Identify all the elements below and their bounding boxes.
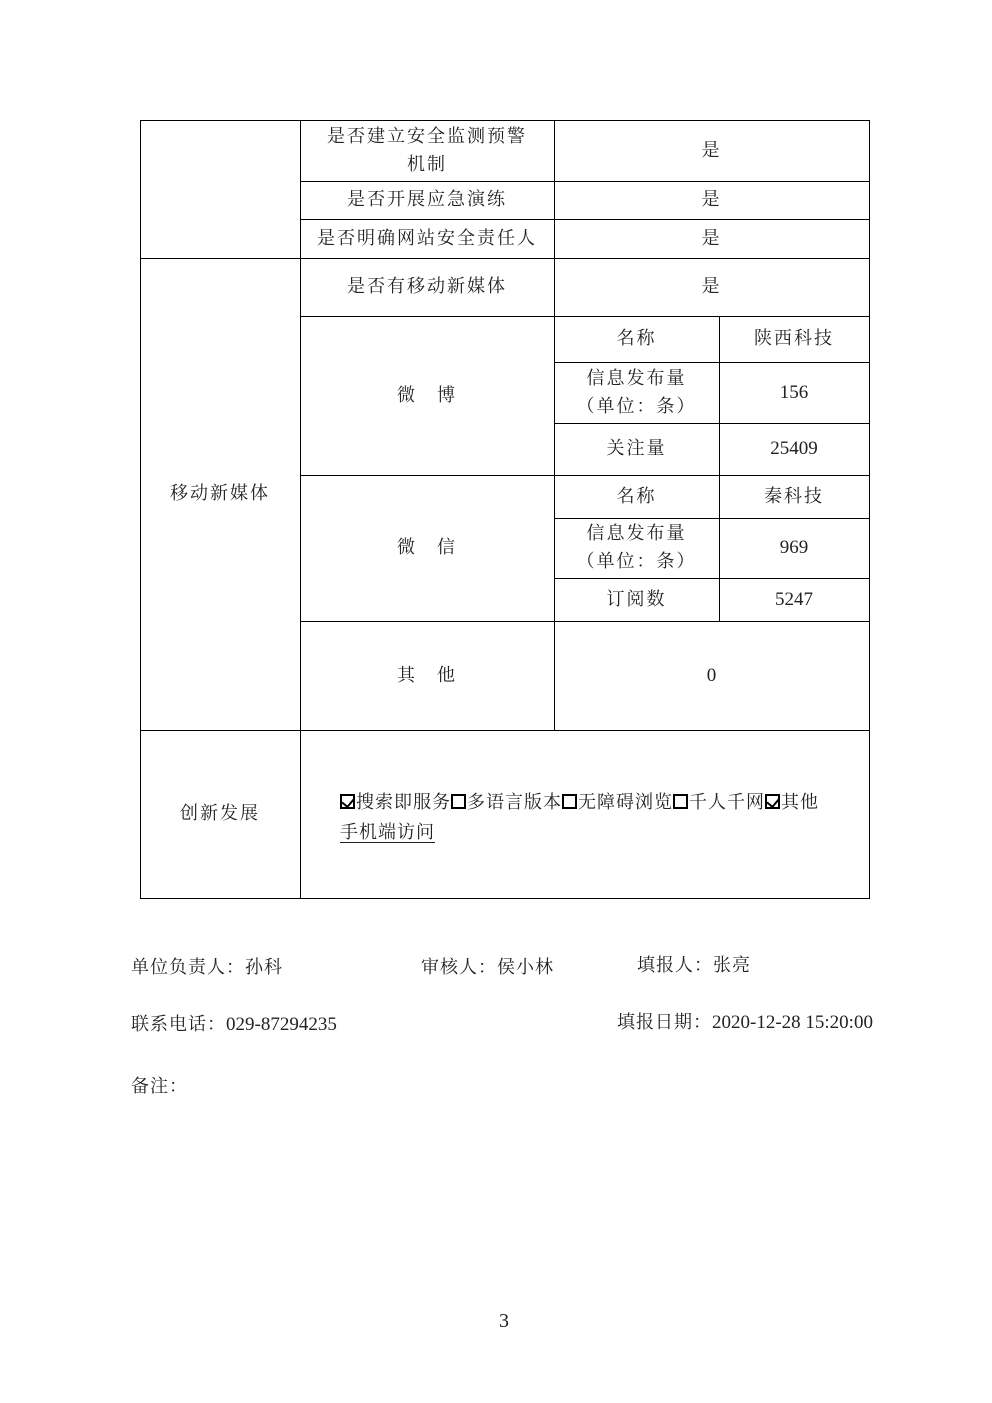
fill-date [617, 1008, 873, 1034]
phone [131, 1010, 337, 1036]
option-search-service[interactable] [340, 792, 451, 813]
filler-label: 填报人： [637, 955, 713, 976]
filler-value: 张亮 [713, 955, 751, 976]
label-emergency-drill: 是否开展应急演练 [347, 189, 507, 210]
section-innovation: 创新发展 [180, 803, 260, 824]
value-emergency-drill: 是 [701, 189, 722, 210]
phone-value: 029-87294235 [226, 1014, 337, 1035]
date-value: 2020-12-28 15:20:00 [712, 1012, 873, 1033]
option-label: 其他 [781, 792, 819, 813]
value-has-mobile-media: 是 [701, 276, 722, 297]
phone-label: 联系电话： [131, 1014, 226, 1035]
weibo-posts-value: 156 [779, 381, 809, 403]
wechat-posts-label [554, 518, 719, 578]
table-border [869, 120, 870, 899]
page-number: 3 [499, 1310, 510, 1332]
checkbox-checked-icon[interactable] [765, 794, 780, 809]
unit-head-value: 孙科 [245, 957, 283, 978]
innovation-options [340, 788, 870, 848]
weibo-name-label: 名称 [616, 328, 657, 349]
label-security-owner: 是否明确网站安全责任人 [317, 227, 537, 249]
label-security-monitoring [300, 120, 554, 181]
wechat-subscribers-label: 订阅数 [606, 588, 667, 610]
option-label: 千人千网 [689, 792, 765, 813]
section-mobile-media: 移动新媒体 [170, 483, 270, 504]
label-weibo: 微 博 [397, 384, 457, 406]
unit-head [131, 953, 283, 979]
filler [637, 951, 751, 977]
weibo-followers-label: 关注量 [606, 438, 667, 459]
table-border [140, 898, 870, 899]
reviewer-value: 侯小林 [497, 957, 554, 978]
other-innovation-text: 手机端访问 [340, 822, 435, 843]
value-other-media: 0 [706, 664, 717, 686]
reviewer-label: 审核人： [421, 957, 497, 978]
weibo-posts-label [554, 362, 719, 423]
wechat-name-value: 秦科技 [764, 485, 824, 507]
date-label: 填报日期： [617, 1012, 712, 1033]
option-personalized[interactable] [673, 792, 765, 813]
remarks-label: 备注： [131, 1076, 188, 1097]
option-other[interactable] [765, 792, 819, 813]
label-text: （单位：条） [576, 551, 697, 572]
checkbox-unchecked-icon[interactable] [673, 794, 688, 809]
label-text: 机制 [407, 153, 447, 175]
label-text: 信息发布量 [586, 367, 687, 389]
option-label: 多语言版本 [467, 792, 562, 813]
option-multilingual[interactable] [451, 792, 562, 813]
option-label: 搜索即服务 [356, 792, 451, 813]
label-other-media: 其 他 [397, 664, 457, 686]
checkbox-unchecked-icon[interactable] [562, 794, 577, 809]
option-accessibility[interactable] [562, 792, 673, 813]
label-text: 信息发布量 [586, 523, 687, 544]
wechat-subscribers-value: 5247 [775, 588, 813, 610]
label-text: （单位：条） [576, 395, 697, 417]
value-security-monitoring: 是 [701, 139, 722, 161]
reviewer [421, 953, 554, 979]
unit-head-label: 单位负责人： [131, 957, 245, 978]
value-security-owner: 是 [701, 227, 722, 249]
weibo-followers-value: 25409 [770, 438, 818, 459]
wechat-posts-value: 969 [779, 537, 809, 558]
weibo-name-value: 陕西科技 [754, 328, 834, 349]
label-has-mobile-media: 是否有移动新媒体 [347, 276, 507, 297]
label-text: 是否建立安全监测预警 [327, 125, 527, 147]
checkbox-unchecked-icon[interactable] [451, 794, 466, 809]
option-label: 无障碍浏览 [578, 792, 673, 813]
checkbox-checked-icon[interactable] [340, 794, 355, 809]
wechat-name-label: 名称 [616, 485, 657, 507]
label-wechat: 微 信 [397, 537, 457, 558]
